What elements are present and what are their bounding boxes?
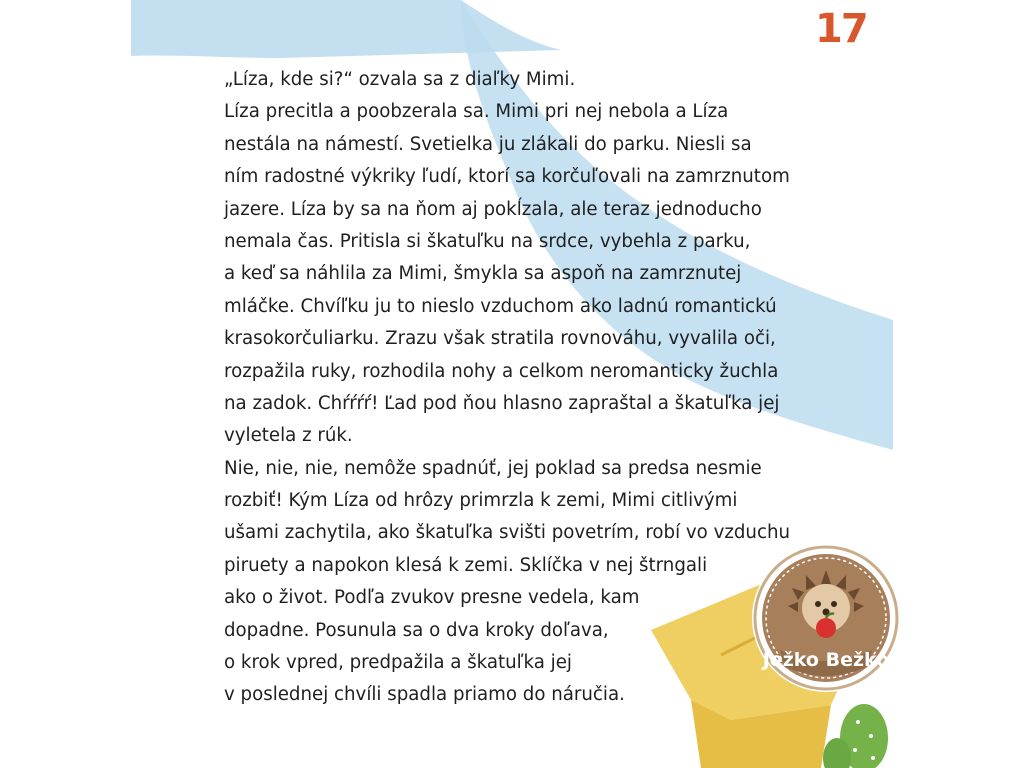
brand-name: Ježko Bežko bbox=[762, 649, 890, 671]
text-line: „Líza, kde si?“ ozvala sa z diaľky Mimi. bbox=[224, 69, 576, 90]
watercolor-blue-top bbox=[131, 0, 561, 58]
text-line: nemala čas. Pritisla si škatuľku na srdce, vybehla z parku, bbox=[224, 230, 751, 252]
hedgehog-with-apple-icon bbox=[750, 542, 902, 694]
text-line: ušami zachytila, ako škatuľka svišti povetrím, robí vo vzduchu bbox=[224, 522, 791, 544]
page-number: 17 bbox=[815, 6, 867, 52]
text-line: Líza precitla a poobzerala sa. Mimi pri nej nebola a Líza bbox=[224, 101, 729, 123]
text-line: ako o život. Podľa zvukov presne vedela, kam bbox=[224, 587, 640, 609]
text-line: Nie, nie, nie, nemôže spadnúť, jej poklad sa predsa nesmie bbox=[224, 457, 762, 479]
text-line: rozbiť! Kým Líza od hrôzy primrzla k zemi, Mimi citlivými bbox=[224, 490, 738, 512]
text-line: vyletela z rúk. bbox=[224, 425, 353, 447]
text-line: rozpažila ruky, rozhodila nohy a celkom neromanticky žuchla bbox=[224, 360, 779, 382]
text-line: nestála na námestí. Svetielka ju zlákali do parku. Niesli sa bbox=[224, 133, 752, 155]
cactus-leaf-illustration bbox=[823, 704, 888, 768]
text-line: ním radostné výkriky ľudí, ktorí sa korčuľovali na zamrznutom bbox=[224, 166, 790, 188]
text-line: a keď sa náhlila za Mimi, šmykla sa aspoň na zamrznutej bbox=[224, 263, 742, 285]
text-line: piruety a napokon klesá k zemi. Sklíčka v nej štrngali bbox=[224, 554, 708, 576]
text-line: jazere. Líza by sa na ňom aj pokĺzala, ale teraz jednoducho bbox=[224, 198, 762, 220]
text-line: na zadok. Chŕŕŕŕ! Ľad pod ňou hlasno zapraštal a škatuľka jej bbox=[224, 392, 780, 414]
text-line: krasokorčuliarku. Zrazu však stratila rovnováhu, vyvalila oči, bbox=[224, 328, 776, 350]
text-line: mláčke. Chvíľku ju to nieslo vzduchom ako ladnú romantickú bbox=[224, 295, 777, 317]
text-line: dopadne. Posunula sa o dva kroky doľava, bbox=[224, 619, 609, 641]
text-line: o krok vpred, predpažila a škatuľka jej bbox=[224, 652, 572, 674]
text-line: v poslednej chvíli spadla priamo do náručia. bbox=[224, 684, 625, 706]
